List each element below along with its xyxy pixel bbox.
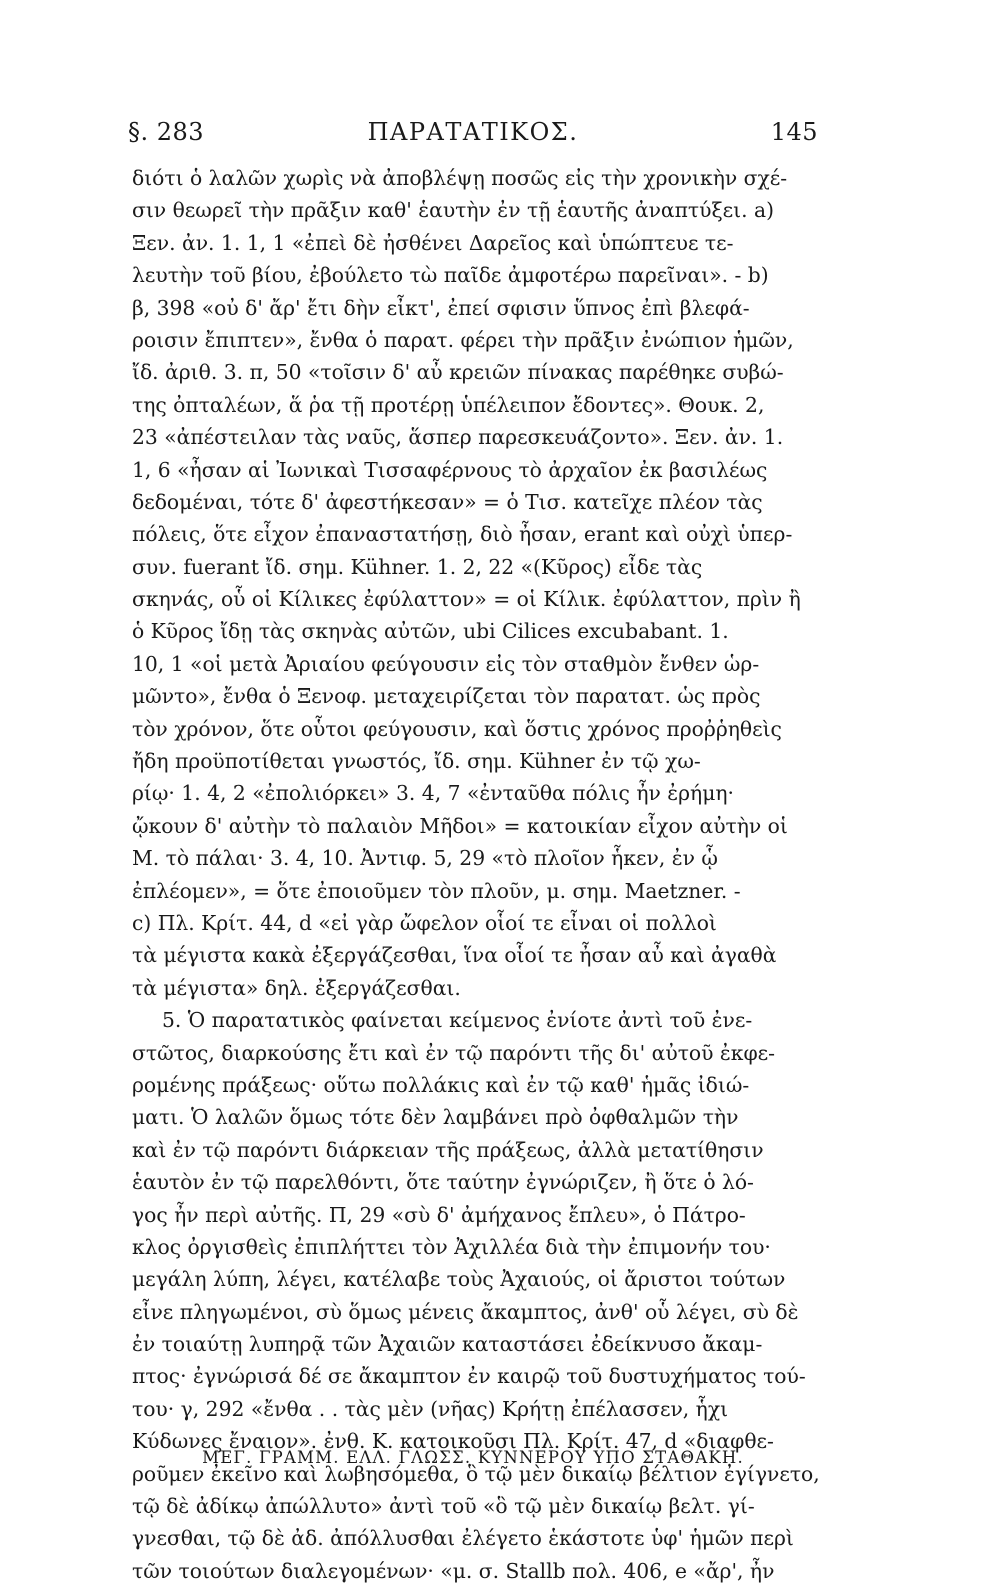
- text-line: τὰ μέγιστα» δηλ. ἐξεργάζεσθαι.: [132, 975, 461, 1000]
- text-line: συν. fuerant ἴδ. σημ. Kühner. 1. 2, 22 «(Κῦρος) εἶδε τὰς: [132, 554, 703, 579]
- text-line: ᾤκουν δ' αὐτὴν τὸ παλαιὸν Μῆδοι» = κατοικίαν εἶχον αὐτὴν οἱ: [132, 813, 788, 838]
- text-line: 23 «ἀπέστειλαν τὰς ναῦς, ἅσπερ παρεσκευάζοντο». Ξεν. ἀν. 1.: [132, 425, 784, 450]
- text-line: στῶτος, διαρκούσης ἔτι καὶ ἐν τῷ παρόντι τῆς δι' αὐτοῦ ἐκφε-: [132, 1040, 776, 1065]
- text-line: δεδομέναι, τότε δ' ἀφεστήκεσαν» = ὁ Τισ. κατεῖχε πλέον τὰς: [132, 489, 763, 514]
- page-header: [128, 118, 818, 150]
- text-line: τὸν χρόνον, ὅτε οὗτοι φεύγουσιν, καὶ ὅστις χρόνος προῤῥηθεὶς: [132, 716, 782, 741]
- text-line: τὰ μέγιστα κακὰ ἐξεργάζεσθαι, ἵνα οἷοί τε ἦσαν αὖ καὶ ἀγαθὰ: [132, 943, 777, 968]
- text-line: ρομένης πράξεως· οὕτω πολλάκις καὶ ἐν τῷ καθ' ἡμᾶς ἰδιώ-: [132, 1072, 750, 1097]
- page-number: 145: [770, 118, 818, 146]
- text-line: κλος ὀργισθεὶς ἐπιπλήττει τὸν Ἀχιλλέα διὰ τὴν ἐπιμονήν του·: [132, 1234, 771, 1259]
- text-line: σκηνάς, οὗ οἱ Κίλικες ἐφύλαττον» = οἱ Κίλικ. ἐφύλαττον, πρὶν ἢ: [132, 587, 801, 612]
- text-line: μεγάλη λύπη, λέγει, κατέλαβε τοὺς Ἀχαιούς, οἱ ἄριστοι τούτων: [132, 1267, 786, 1292]
- text-line: λευτὴν τοῦ βίου, ἐβούλετο τὼ παῖδε ἀμφοτέρω παρεῖναι». - b): [132, 263, 769, 288]
- text-line: γνεσθαι, τῷ δὲ ἀδ. ἀπόλλυσθαι ἐλέγετο ἑκάστοτε ὑφ' ἡμῶν περὶ: [132, 1526, 794, 1551]
- text-line: c) Πλ. Κρίτ. 44, d «εἰ γὰρ ὤφελον οἷοί τε εἶναι οἱ πολλοὶ: [132, 910, 717, 935]
- text-line: ὁ Κῦρος ἴδῃ τὰς σκηνὰς αὐτῶν, ubi Cilices excubabant. 1.: [132, 619, 729, 644]
- running-title: ΠΑΡΑΤΑΤΙΚΟΣ.: [367, 118, 579, 146]
- text-line: τῶν τοιούτων διαλεγομένων· «μ. σ. Stallb πολ. 406, e «ἄρ', ἦν: [132, 1558, 775, 1583]
- text-line: ροῦμεν ἐκεῖνο καὶ λωβησόμεθα, ὃ τῷ μὲν δικαίῳ βέλτιον ἐγίγνετο,: [132, 1461, 820, 1486]
- page-footer: ΜΕΓ. ΓΡΑΜΜ. ΕΛΛ. ΓΛΩΣΣ. ΚΥΝΝΕΡΟΥ ΥΠΟ ΣΤΑΘΑΚΗ.: [202, 1448, 744, 1467]
- text-line: ἤδη προϋποτίθεται γνωστός, ἴδ. σημ. Kühner ἐν τῷ χω-: [132, 749, 701, 774]
- text-line: 5. Ὁ παρατατικὸς φαίνεται κείμενος ἐνίοτε ἀντὶ τοῦ ἐνε-: [162, 1008, 753, 1033]
- text-line: ἑαυτὸν ἐν τῷ παρελθόντι, ὅτε ταύτην ἐγνώριζεν, ἢ ὅτε ὁ λό-: [132, 1170, 754, 1195]
- text-line: εἶνε πληγωμένοι, σὺ ὅμως μένεις ἄκαμπτος, ἀνθ' οὗ λέγει, σὺ δὲ: [132, 1299, 799, 1324]
- text-line: ματι. Ὁ λαλῶν ὅμως τότε δὲν λαμβάνει πρὸ ὀφθαλμῶν τὴν: [132, 1105, 739, 1130]
- section-number: §. 283: [128, 118, 205, 146]
- text-line: Μ. τὸ πάλαι· 3. 4, 10. Ἀντιφ. 5, 29 «τὸ πλοῖον ἧκεν, ἐν ᾧ: [132, 846, 718, 871]
- text-line: γος ἦν περὶ αὐτῆς. Π, 29 «σὺ δ' ἀμήχανος ἔπλευ», ὁ Πάτρο-: [132, 1202, 746, 1227]
- text-line: 1, 6 «ἦσαν αἱ Ἰωνικαὶ Τισσαφέρνους τὸ ἀρχαῖον ἐκ βασιλέως: [132, 457, 768, 482]
- text-line: ροισιν ἔπιπτεν», ἔνθα ὁ παρατ. φέρει τὴν πρᾶξιν ἐνώπιον ἡμῶν,: [132, 327, 794, 352]
- text-line: μῶντο», ἔνθα ὁ Ξενοφ. μεταχειρίζεται τὸν παρατατ. ὡς πρὸς: [132, 684, 761, 709]
- text-line: καὶ ἐν τῷ παρόντι διάρκειαν τῆς πράξεως, ἀλλὰ μετατίθησιν: [132, 1137, 764, 1162]
- text-line: Κύδωνες ἔναιον». ἐνθ. Κ. κατοικοῦσι Πλ. Κρίτ. 47, d «διαφθε-: [132, 1429, 774, 1454]
- text-line: της ὀπταλέων, ἅ ῥα τῇ προτέρῃ ὑπέλειπον ἔδοντες». Θουκ. 2,: [132, 392, 765, 417]
- text-line: διότι ὁ λαλῶν χωρὶς νὰ ἀποβλέψῃ ποσῶς εἰς τὴν χρονικὴν σχέ-: [132, 166, 788, 190]
- text-line: πτος· ἐγνώρισά δέ σε ἄκαμπτον ἐν καιρῷ τοῦ δυστυχήματος τού-: [132, 1364, 806, 1389]
- body-text: [132, 162, 820, 1587]
- text-line: σιν θεωρεῖ τὴν πρᾶξιν καθ' ἑαυτὴν ἐν τῇ ἑαυτῆς ἀναπτύξει. a): [132, 198, 774, 223]
- text-line: 10, 1 «οἱ μετὰ Ἀριαίου φεύγουσιν εἰς τὸν σταθμὸν ἔνθεν ὡρ-: [132, 651, 760, 676]
- text-line: Ξεν. ἀν. 1. 1, 1 «ἐπεὶ δὲ ἠσθένει Δαρεῖος καὶ ὑπώπτευε τε-: [132, 230, 734, 255]
- text-line: του· γ, 292 «ἔνθα . . τὰς μὲν (νῆας) Κρήτῃ ἐπέλασσεν, ἧχι: [132, 1396, 729, 1421]
- text-line: πόλεις, ὅτε εἶχον ἐπαναστατήσῃ, διὸ ἦσαν, erant καὶ οὐχὶ ὑπερ-: [132, 522, 793, 547]
- text-line: τῷ δὲ ἀδίκῳ ἀπώλλυτο» ἀντὶ τοῦ «ὃ τῷ μὲν δικαίῳ βελτ. γί-: [132, 1494, 755, 1519]
- text-line: ἐπλέομεν», = ὅτε ἐποιοῦμεν τὸν πλοῦν, μ. σημ. Maetzner. -: [132, 878, 741, 903]
- text-line: ἐν τοιαύτῃ λυπηρᾷ τῶν Ἀχαιῶν καταστάσει ἐδείκνυσο ἄκαμ-: [132, 1332, 763, 1357]
- text-line: ρίῳ· 1. 4, 2 «ἐπολιόρκει» 3. 4, 7 «ἐνταῦθα πόλις ἦν ἐρήμη·: [132, 781, 734, 806]
- text-line: ἴδ. ἀριθ. 3. π, 50 «τοῖσιν δ' αὖ κρειῶν πίνακας παρέθηκε συβώ-: [132, 360, 784, 385]
- text-line: β, 398 «οὐ δ' ἄρ' ἔτι δὴν εἶκτ', ἐπεί σφισιν ὕπνος ἐπὶ βλεφά-: [132, 295, 750, 320]
